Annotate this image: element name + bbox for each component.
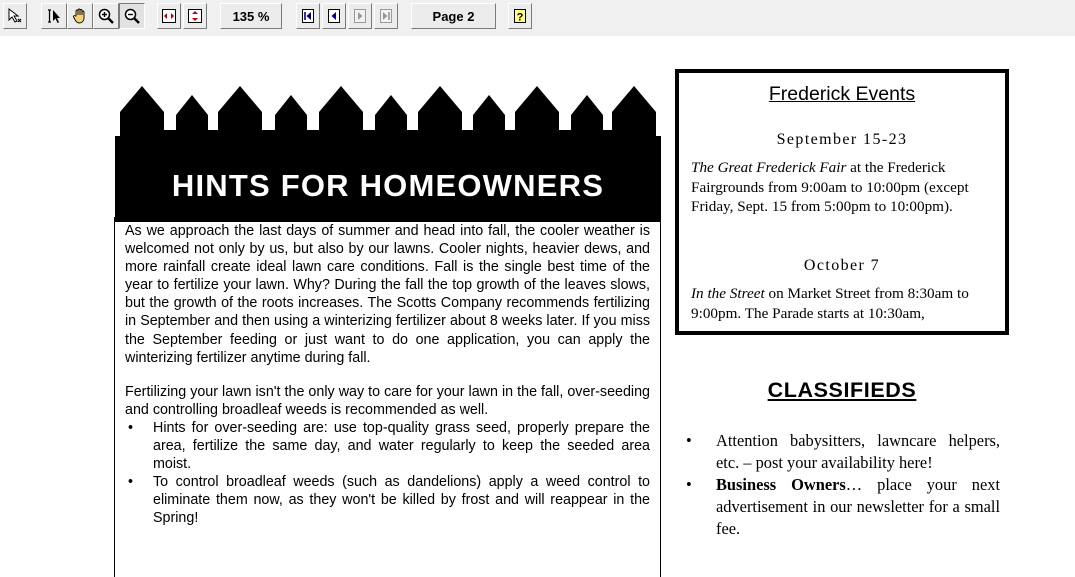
last-page-button[interactable] (374, 3, 398, 29)
select-tool-button[interactable] (3, 3, 27, 29)
fit-width-button[interactable] (157, 3, 181, 29)
svg-text:?: ? (516, 11, 524, 24)
event-description (691, 284, 991, 323)
zoom-in-icon (97, 7, 115, 25)
zoom-level-display[interactable]: 135 % (220, 3, 282, 29)
event-name: In the Street (691, 285, 765, 302)
next-page-button[interactable] (348, 3, 372, 29)
help-button[interactable] (508, 3, 532, 29)
hint-text-overseeding: Hints for over-seeding are: use top-quality grass seed, properly prepare the area, fertilize the same day, and water regularly to keep the seeded area moist. (153, 419, 650, 473)
previous-page-button[interactable] (322, 3, 346, 29)
event-details: at the Frederick Fairgrounds from 9:00am to 10:00pm (except Friday, Sept. 15 from 5:00pm to 10:00pm). (691, 159, 969, 216)
zoom-in-button[interactable] (93, 3, 119, 29)
hand-icon (71, 7, 89, 25)
page-indicator[interactable]: Page 2 (411, 3, 496, 29)
event-details: on Market Street from 8:30am to 9:00pm. The Parade starts at 10:30am, (691, 285, 969, 322)
fit-height-button[interactable] (183, 3, 207, 29)
classifieds-title: CLASSIFIEDS (767, 378, 917, 402)
first-page-icon (300, 8, 316, 24)
event-description (691, 158, 991, 217)
fit-height-icon (187, 8, 203, 24)
zoom-out-icon (123, 7, 141, 25)
select-tool-icon (6, 7, 24, 25)
bullet-icon: • (128, 474, 134, 491)
classified-bold-lead: Business Owners (716, 475, 846, 494)
article-column (114, 217, 661, 577)
last-page-icon (378, 8, 394, 24)
toolbar (0, 0, 1075, 36)
fit-width-icon (161, 8, 177, 24)
hint-text-weeds: To control broadleaf weeds (such as dandelions) apply a weed control to eliminate them now, as they won't be killed by frost and will reappear in the Spring! (153, 474, 650, 527)
bullet-icon: • (128, 419, 134, 436)
article-banner (115, 86, 661, 222)
zoom-out-button[interactable] (119, 3, 145, 29)
pointer-button[interactable] (41, 3, 67, 29)
classified-text: Attention babysitters, lawncare helpers, etc. – post your availability here! (716, 431, 1000, 472)
events-title: Frederick Events (768, 83, 916, 105)
event-name: The Great Frederick Fair (691, 159, 847, 176)
bullet-icon: • (686, 475, 692, 494)
classified-text: … place your next advertisement in our newsletter for a small fee. (716, 475, 1000, 538)
event-date: October 7 (803, 257, 881, 274)
article-paragraph-1: As we approach the last days of summer and head into fall, the cooler weather is welcomed not only by us, but also by our lawns. Cooler nights, heavier dews, and more rainfall create ideal lawn care conditions. Fall is the single best time of the year to fertilize your lawn. Why? During the fall the top growth of the leaves slows, but the growth of the roots increases. The Scotts Company recommends fertilizing in September and then using a winterizing fertilizer about 8 weeks later. If you miss the September feeding or just want to do one application, you can apply the winterizing fertilizer anytime during fall. (125, 223, 650, 366)
bullet-icon: • (686, 431, 692, 450)
article-title: HINTS FOR HOMEOWNERS (171, 168, 605, 203)
classifieds-list (685, 430, 1000, 540)
hints-list (125, 419, 650, 528)
hand-button[interactable] (67, 3, 93, 29)
list-item (125, 419, 650, 473)
list-item (685, 430, 1000, 474)
list-item (125, 473, 650, 527)
list-item (685, 474, 1000, 540)
previous-page-icon (326, 8, 342, 24)
article-body (125, 222, 650, 528)
event-date: September 15-23 (776, 131, 908, 148)
article-paragraph-2: Fertilizing your lawn isn't the only way to care for your lawn in the fall, over-seeding and controlling broadleaf weeds is recommended as well. (125, 383, 650, 418)
events-box (675, 69, 1009, 335)
first-page-button[interactable] (296, 3, 320, 29)
help-icon (512, 8, 528, 24)
next-page-icon (352, 8, 368, 24)
pointer-icon (45, 7, 63, 25)
